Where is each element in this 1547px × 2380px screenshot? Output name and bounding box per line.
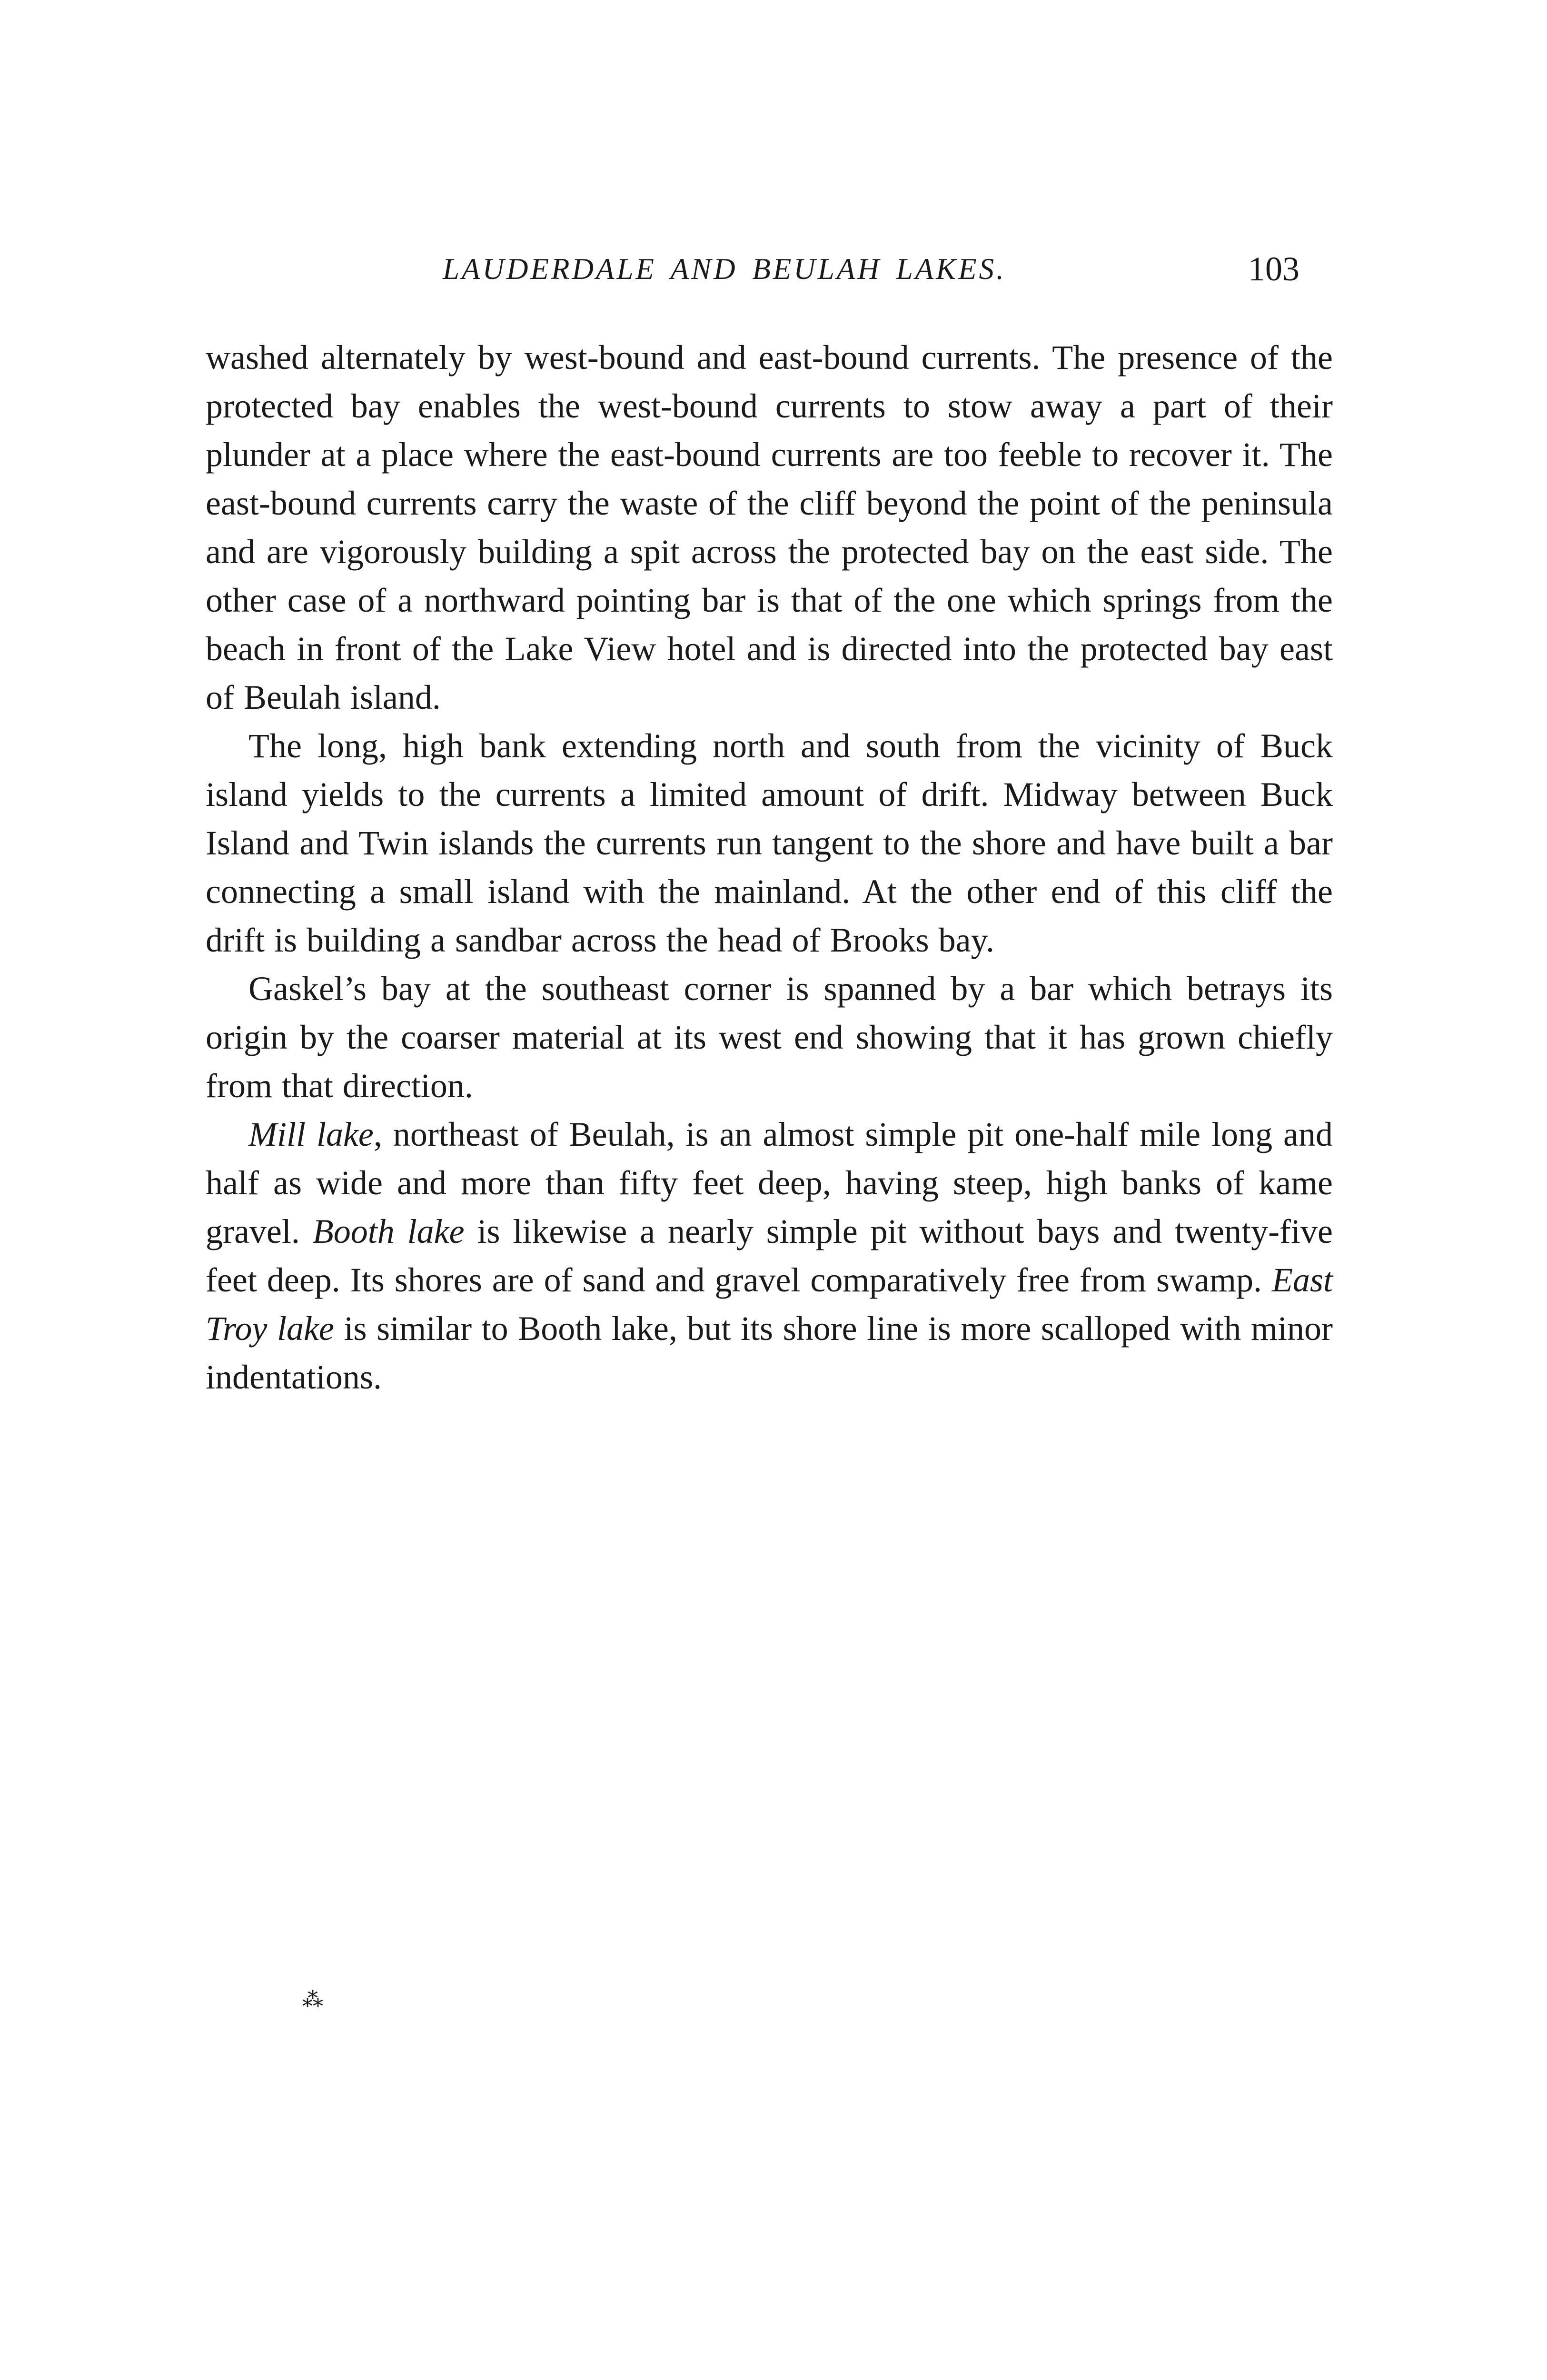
page-number: 103 [1248, 250, 1299, 288]
paragraph-text: is similar to Booth lake, but its shore line is more scalloped with minor indentations. [206, 1309, 1333, 1396]
page-header [443, 248, 1299, 290]
paragraph-text: Gaskel’s bay at the southeast corner is spanned by a bar which betrays its origin by the coarser material at its west end showing that it has grown chiefly from that direction. [206, 970, 1333, 1105]
body-text [206, 333, 1333, 1401]
paragraph-text: The long, high bank extending north and south from the vicinity of Buck island yields to the currents a limited amount of drift. Midway between Buck Island and Twin islands the currents run tangent to the shore and have built a bar connecting a small island with the mainland. At the other end of this cliff the drift is building a sandbar across the head of Brooks bay. [206, 727, 1333, 959]
stray-mark: ⁂ [302, 1988, 323, 2012]
paragraph-text: washed alternately by west-bound and east-bound currents. The presence of the protected bay enables the west-bound currents to stow away a part of their plunder at a place where the east-bound currents are too feeble to recover it. The east-bound currents carry the waste of the cliff beyond the point of the peninsula and are vigorously building a spit across the protected bay on the east side. The other case of a northward pointing bar is that of the one which springs from the beach in front of the Lake View hotel and is directed into the protected bay east of Beulah island. [206, 338, 1333, 716]
running-head: LAUDERDALE AND BEULAH LAKES. [443, 252, 1006, 286]
italic-lake-name: Booth lake [312, 1212, 465, 1250]
paragraph [206, 722, 1333, 964]
italic-lake-name: East Troy lake [206, 1261, 1333, 1348]
paragraph [206, 964, 1333, 1110]
paragraph-text: is likewise a nearly simple pit without bays and twenty-five feet deep. Its shores are of sand and gravel comparatively free from swamp. [206, 1212, 1333, 1299]
paragraph [206, 333, 1333, 722]
paragraph [206, 1110, 1333, 1401]
paragraph-text: , northeast of Beulah, is an almost simple pit one-half mile long and half as wide and more than fifty feet deep, having steep, high banks of kame gravel. [206, 1115, 1333, 1250]
italic-lake-name: Mill lake [248, 1115, 374, 1153]
